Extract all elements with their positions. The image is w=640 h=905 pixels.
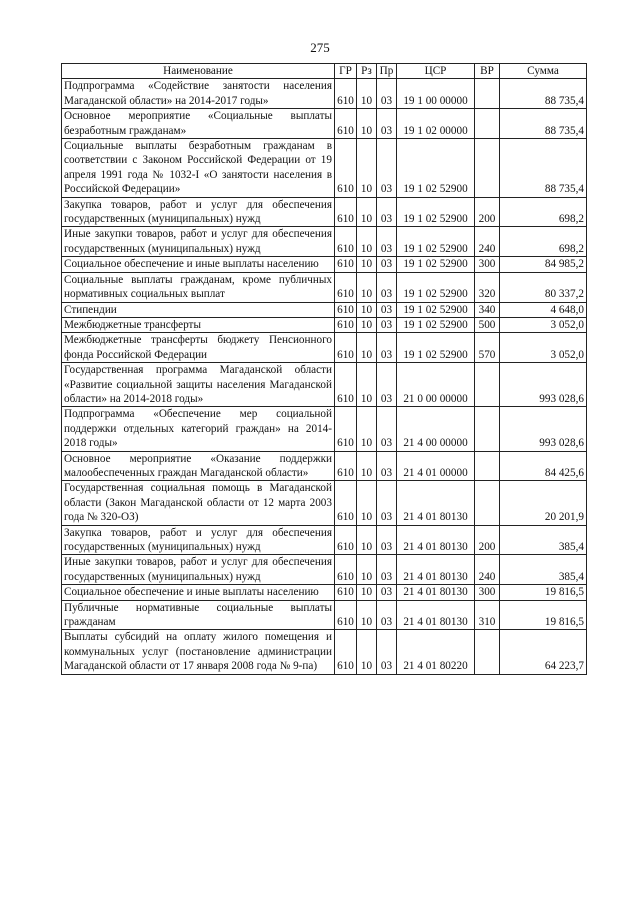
row-gr: 610 [335,630,357,674]
row-pr: 03 [377,585,397,600]
header-gr: ГР [335,64,357,79]
row-name: Государственная программа Магаданской области «Развитие социальной защиты населения Магаданской области» на 2014-2018 годы» [62,363,335,407]
table-row [62,272,587,302]
row-pr: 03 [377,600,397,630]
row-vr [475,481,500,525]
row-pr: 03 [377,197,397,227]
row-csr: 19 1 00 00000 [397,79,475,109]
row-csr: 21 4 01 80220 [397,630,475,674]
row-pr: 03 [377,481,397,525]
row-vr [475,451,500,481]
row-name: Иные закупки товаров, работ и услуг для обеспечения государственных (муниципальных) нужд [62,555,335,585]
row-gr: 610 [335,317,357,332]
row-rz: 10 [357,451,377,481]
row-name: Государственная социальная помощь в Магаданской области (Закон Магаданской области от 12 марта 2003 года № 320-ОЗ) [62,481,335,525]
row-sum: 80 337,2 [500,272,587,302]
row-vr [475,139,500,198]
row-gr: 610 [335,257,357,272]
table-row [62,600,587,630]
row-rz: 10 [357,481,377,525]
row-gr: 610 [335,197,357,227]
row-csr: 19 1 02 52900 [397,197,475,227]
row-name: Публичные нормативные социальные выплаты гражданам [62,600,335,630]
row-pr: 03 [377,363,397,407]
table-row [62,407,587,451]
row-sum: 3 052,0 [500,333,587,363]
row-sum: 20 201,9 [500,481,587,525]
row-pr: 03 [377,109,397,139]
header-rz: Рз [357,64,377,79]
row-name: Закупка товаров, работ и услуг для обеспечения государственных (муниципальных) нужд [62,197,335,227]
row-name: Социальные выплаты безработным гражданам в соответствии с Законом Российской Федерации от 19 апреля 1991 года № 1032-I «О занятости населения в Российской Федерации» [62,139,335,198]
row-name: Социальное обеспечение и иные выплаты населению [62,257,335,272]
row-name: Стипендии [62,302,335,317]
row-rz: 10 [357,630,377,674]
table-row [62,317,587,332]
row-vr: 320 [475,272,500,302]
row-gr: 610 [335,139,357,198]
row-csr: 19 1 02 52900 [397,257,475,272]
row-csr: 19 1 02 52900 [397,333,475,363]
row-vr: 300 [475,257,500,272]
row-gr: 610 [335,481,357,525]
table-row [62,363,587,407]
row-vr: 240 [475,227,500,257]
table-row [62,302,587,317]
row-rz: 10 [357,302,377,317]
row-csr: 21 4 01 80130 [397,600,475,630]
table-row [62,139,587,198]
table-row [62,333,587,363]
row-vr [475,109,500,139]
header-vr: ВР [475,64,500,79]
row-gr: 610 [335,407,357,451]
row-vr: 300 [475,585,500,600]
row-csr: 21 4 01 00000 [397,451,475,481]
row-rz: 10 [357,109,377,139]
row-rz: 10 [357,555,377,585]
row-sum: 88 735,4 [500,79,587,109]
row-pr: 03 [377,79,397,109]
row-rz: 10 [357,585,377,600]
row-gr: 610 [335,363,357,407]
row-vr: 200 [475,197,500,227]
row-vr: 310 [475,600,500,630]
row-name: Иные закупки товаров, работ и услуг для обеспечения государственных (муниципальных) нужд [62,227,335,257]
table-row [62,227,587,257]
header-csr: ЦСР [397,64,475,79]
row-csr: 21 4 01 80130 [397,525,475,555]
row-sum: 88 735,4 [500,109,587,139]
row-vr: 200 [475,525,500,555]
row-pr: 03 [377,302,397,317]
row-rz: 10 [357,139,377,198]
row-rz: 10 [357,525,377,555]
row-vr [475,79,500,109]
row-pr: 03 [377,227,397,257]
row-rz: 10 [357,272,377,302]
row-pr: 03 [377,257,397,272]
table-row [62,555,587,585]
row-pr: 03 [377,333,397,363]
row-sum: 84 425,6 [500,451,587,481]
row-gr: 610 [335,79,357,109]
row-csr: 19 1 02 52900 [397,139,475,198]
budget-table [61,63,587,675]
row-sum: 19 816,5 [500,585,587,600]
header-name: Наименование [62,64,335,79]
row-pr: 03 [377,407,397,451]
row-name: Подпрограмма «Содействие занятости населения Магаданской области» на 2014-2017 годы» [62,79,335,109]
row-sum: 4 648,0 [500,302,587,317]
row-rz: 10 [357,197,377,227]
row-rz: 10 [357,227,377,257]
row-vr [475,363,500,407]
row-vr: 570 [475,333,500,363]
row-csr: 21 4 01 80130 [397,481,475,525]
row-rz: 10 [357,317,377,332]
row-rz: 10 [357,407,377,451]
row-gr: 610 [335,451,357,481]
row-csr: 19 1 02 00000 [397,109,475,139]
table-row [62,525,587,555]
header-pr: Пр [377,64,397,79]
row-gr: 610 [335,227,357,257]
row-vr [475,630,500,674]
table-row [62,109,587,139]
row-name: Выплаты субсидий на оплату жилого помещения и коммунальных услуг (постановление администрации Магаданской области от 17 января 2008 года № 9-па) [62,630,335,674]
row-gr: 610 [335,109,357,139]
row-rz: 10 [357,79,377,109]
row-sum: 3 052,0 [500,317,587,332]
row-sum: 84 985,2 [500,257,587,272]
row-pr: 03 [377,317,397,332]
row-sum: 88 735,4 [500,139,587,198]
row-sum: 698,2 [500,227,587,257]
row-sum: 993 028,6 [500,363,587,407]
row-sum: 19 816,5 [500,600,587,630]
table-row [62,257,587,272]
row-csr: 19 1 02 52900 [397,272,475,302]
row-csr: 19 1 02 52900 [397,302,475,317]
row-gr: 610 [335,525,357,555]
row-csr: 21 0 00 00000 [397,363,475,407]
row-pr: 03 [377,555,397,585]
row-csr: 19 1 02 52900 [397,227,475,257]
row-vr: 240 [475,555,500,585]
row-sum: 385,4 [500,525,587,555]
row-name: Подпрограмма «Обеспечение мер социальной поддержки отдельных категорий граждан» на 2014-2018 годы» [62,407,335,451]
table-row [62,481,587,525]
row-pr: 03 [377,630,397,674]
row-pr: 03 [377,451,397,481]
table-row [62,585,587,600]
row-sum: 993 028,6 [500,407,587,451]
table-row [62,451,587,481]
row-vr: 500 [475,317,500,332]
table-header-row [62,64,587,79]
row-name: Закупка товаров, работ и услуг для обеспечения государственных (муниципальных) нужд [62,525,335,555]
row-name: Межбюджетные трансферты [62,317,335,332]
table-row [62,79,587,109]
row-csr: 19 1 02 52900 [397,317,475,332]
row-sum: 64 223,7 [500,630,587,674]
page-number: 275 [310,40,330,55]
row-pr: 03 [377,272,397,302]
row-pr: 03 [377,525,397,555]
row-rz: 10 [357,333,377,363]
row-name: Социальные выплаты гражданам, кроме публичных нормативных социальных выплат [62,272,335,302]
row-gr: 610 [335,333,357,363]
row-csr: 21 4 01 80130 [397,555,475,585]
row-csr: 21 4 00 00000 [397,407,475,451]
row-vr: 340 [475,302,500,317]
row-sum: 385,4 [500,555,587,585]
row-name: Основное мероприятие «Социальные выплаты безработным гражданам» [62,109,335,139]
row-name: Основное мероприятие «Оказание поддержки малообеспеченных граждан Магаданской области» [62,451,335,481]
row-gr: 610 [335,600,357,630]
row-pr: 03 [377,139,397,198]
row-rz: 10 [357,600,377,630]
row-gr: 610 [335,585,357,600]
row-csr: 21 4 01 80130 [397,585,475,600]
row-vr [475,407,500,451]
row-gr: 610 [335,302,357,317]
row-gr: 610 [335,272,357,302]
table-row [62,630,587,674]
row-rz: 10 [357,363,377,407]
row-gr: 610 [335,555,357,585]
header-sum: Сумма [500,64,587,79]
row-rz: 10 [357,257,377,272]
row-name: Межбюджетные трансферты бюджету Пенсионного фонда Российской Федерации [62,333,335,363]
table-row [62,197,587,227]
row-sum: 698,2 [500,197,587,227]
row-name: Социальное обеспечение и иные выплаты населению [62,585,335,600]
